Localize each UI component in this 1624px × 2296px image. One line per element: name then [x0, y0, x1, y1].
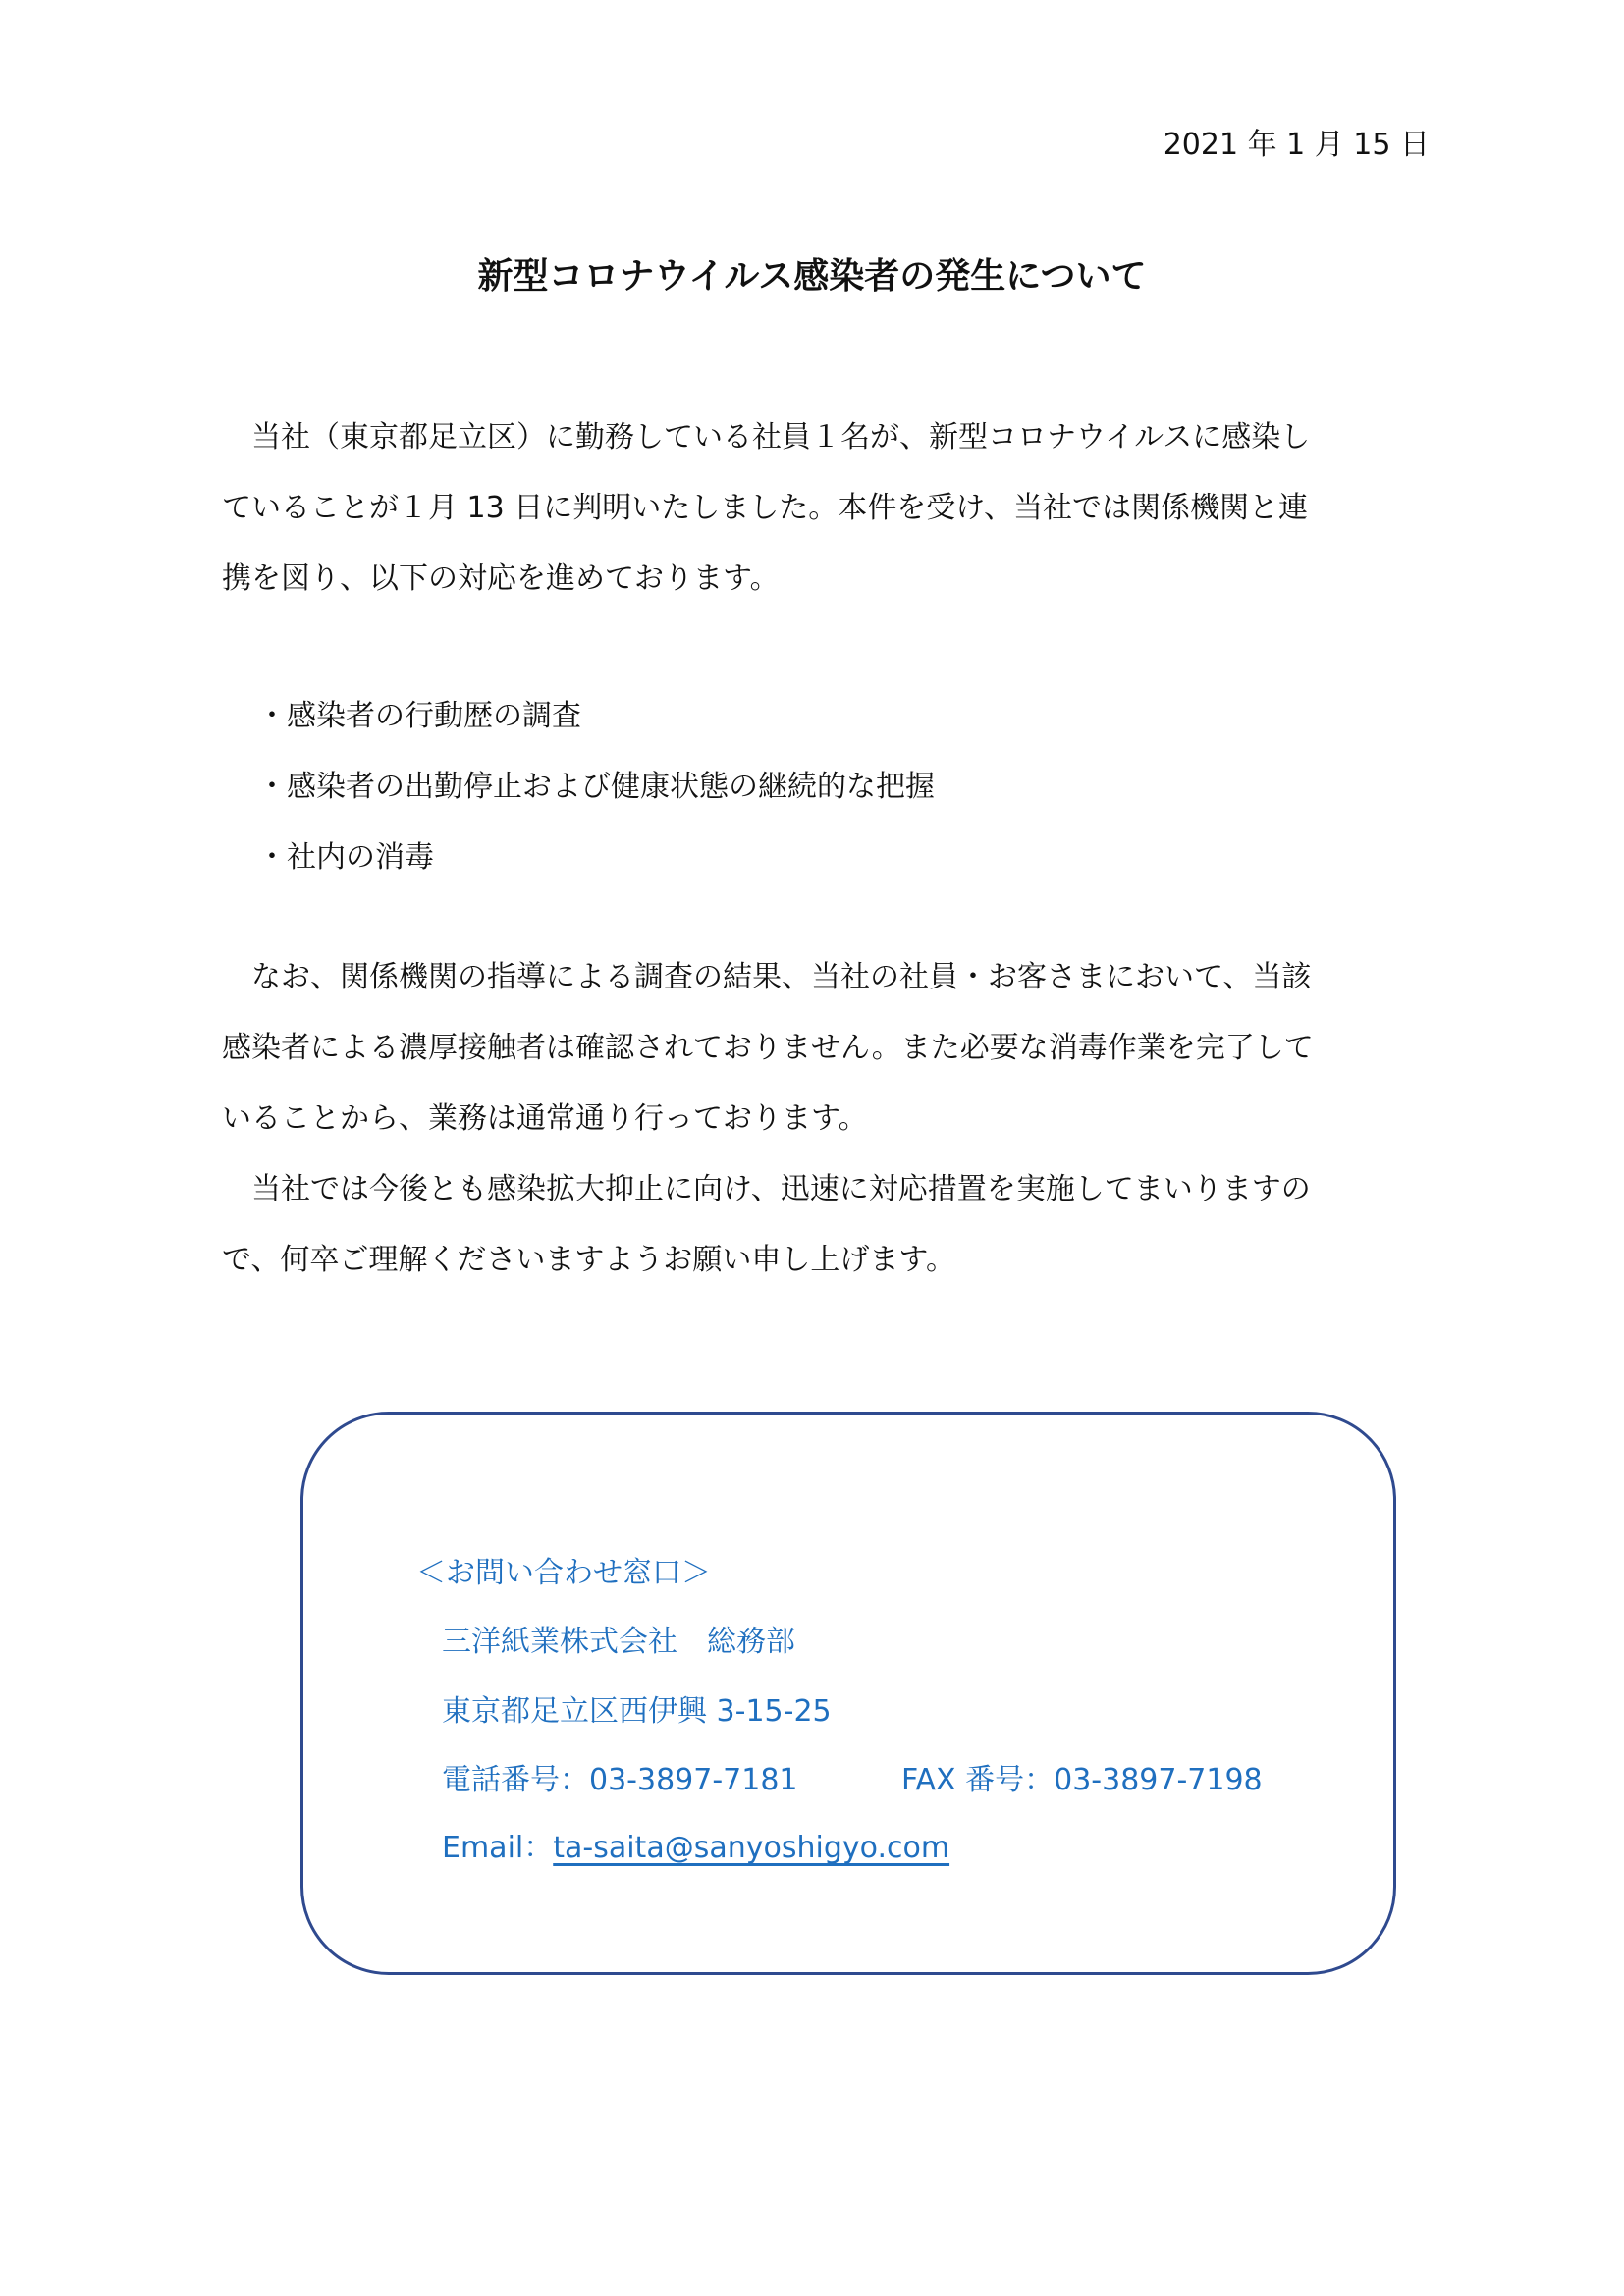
contact-phone: 電話番号：03-3897-7181 [442, 1763, 798, 1797]
measure-item: ・感染者の行動歴の調査 [257, 699, 581, 733]
paragraph-announcement [222, 402, 1449, 614]
contact-email-label: Email： [442, 1831, 554, 1865]
paragraph-line: 携を図り、以下の対応を進めております。 [222, 561, 780, 596]
contact-fax: FAX 番号：03-3897-7198 [901, 1763, 1263, 1797]
paragraph-line: ていることが１月 13 日に判明いたしました。本件を受け、当社では関係機関と連 [222, 491, 1309, 525]
paragraph-closing [222, 1154, 1449, 1296]
document-date: 2021 年 1 月 15 日 [1163, 128, 1430, 162]
paragraph-line: 当社では今後とも感染拡大抑止に向け、迅速に対応措置を実施してまいりますの [222, 1172, 1311, 1206]
measure-item: ・感染者の出勤停止および健康状態の継続的な把握 [257, 770, 935, 804]
contact-email-link[interactable]: ta-saita@sanyoshigyo.com [553, 1831, 950, 1865]
paragraph-line: で、何卒ご理解くださいますようお願い申し上げます。 [222, 1243, 955, 1277]
paragraph-line: 当社（東京都足立区）に勤務している社員１名が、新型コロナウイルスに感染し [222, 420, 1311, 454]
contact-email [442, 1829, 949, 1868]
contact-header: ＜お問い合わせ窓口＞ [416, 1556, 711, 1590]
paragraph-line: いることから、業務は通常通り行っております。 [222, 1101, 868, 1136]
paragraph-line: 感染者による濃厚接触者は確認されておりません。また必要な消毒作業を完了して [222, 1031, 1314, 1065]
measure-item: ・社内の消毒 [257, 840, 434, 875]
document-title: 新型コロナウイルス感染者の発生について [477, 256, 1147, 296]
paragraph-investigation [222, 942, 1449, 1154]
contact-address: 東京都足立区西伊興 3-15-25 [442, 1694, 832, 1729]
paragraph-line: なお、関係機関の指導による調査の結果、当社の社員・お客さまにおいて、当該 [222, 960, 1312, 994]
measures-list [257, 681, 935, 893]
contact-company: 三洋紙業株式会社 総務部 [442, 1625, 795, 1659]
